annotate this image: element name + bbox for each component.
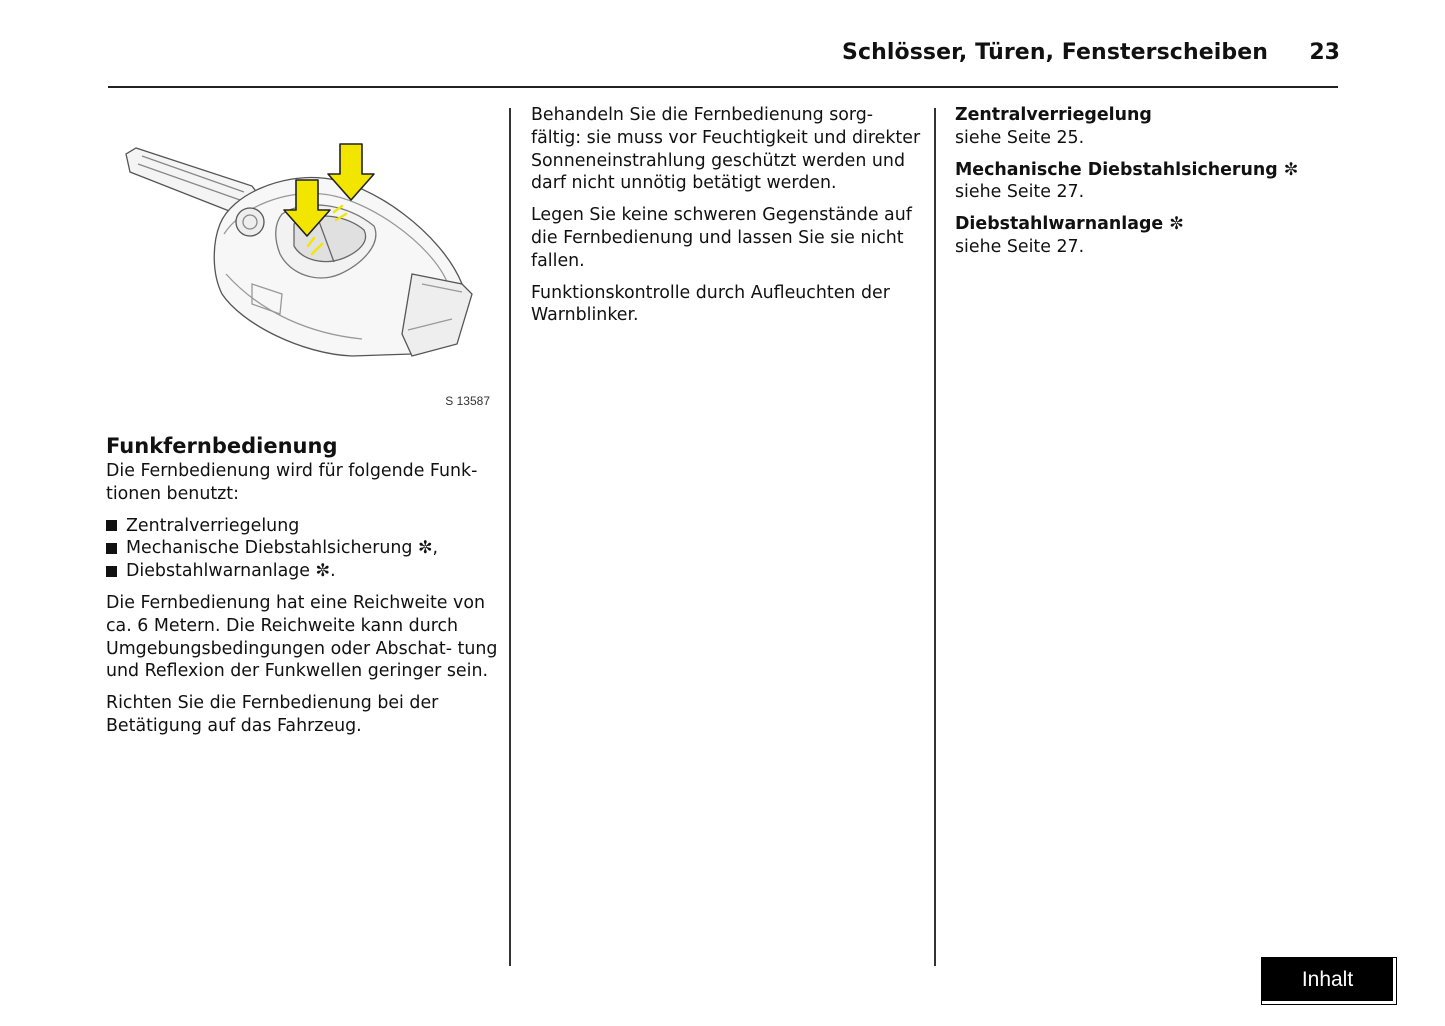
- care-paragraph: Behandeln Sie die Fernbedienung sorg- fältig: sie muss vor Feuchtigkeit und direkter Sonneneinstrahlung geschützt werden und darf nicht unnötig betätigt werden.: [531, 105, 921, 194]
- page-header-title: Schlösser, Türen, Fensterscheiben: [842, 40, 1268, 65]
- cross-reference: [955, 104, 1335, 150]
- square-bullet-icon: [106, 520, 117, 531]
- header-divider: [108, 86, 1338, 88]
- car-key-remote-icon: [112, 134, 492, 424]
- reference-title: Diebstahlwarnanlage ✼: [955, 214, 1184, 235]
- section-title: Funkfernbedienung: [106, 434, 338, 458]
- function-list: [106, 515, 504, 583]
- function-check-paragraph: Funktionskontrolle durch Aufleuchten der Warnblinker.: [531, 282, 890, 326]
- contents-button[interactable]: Inhalt: [1262, 958, 1396, 1004]
- reference-link[interactable]: siehe Seite 27.: [955, 236, 1085, 257]
- column-divider-2: [934, 108, 936, 966]
- handling-paragraph: Legen Sie keine schweren Gegenstände auf die Fernbedienung und lassen Sie sie nicht fallen.: [531, 205, 912, 271]
- column-left: [106, 432, 504, 747]
- cross-reference: [955, 159, 1335, 205]
- column-divider-1: [509, 108, 511, 966]
- list-item: [106, 515, 504, 538]
- column-right: [955, 104, 1335, 268]
- reference-title: Zentralverriegelung: [955, 105, 1152, 125]
- reference-title: Mechanische Diebstahlsicherung ✼: [955, 159, 1299, 180]
- square-bullet-icon: [106, 543, 117, 554]
- list-item-text: Diebstahlwarnanlage ✼.: [126, 561, 336, 582]
- reference-link[interactable]: siehe Seite 27.: [955, 182, 1085, 203]
- intro-paragraph: Die Fernbedienung wird für folgende Funk- tionen benutzt:: [106, 461, 478, 504]
- square-bullet-icon: [106, 566, 117, 577]
- list-item-text: Mechanische Diebstahlsicherung ✼,: [126, 538, 439, 559]
- figure-caption: S 13587: [445, 394, 490, 408]
- reference-link[interactable]: siehe Seite 25.: [955, 127, 1085, 148]
- range-paragraph: Die Fernbedienung hat eine Reichweite von ca. 6 Metern. Die Reichweite kann durch Umgebungsbedingungen oder Abschat- tung und Reflexion der Funkwellen geringer sein.: [106, 592, 498, 682]
- cross-reference: [955, 213, 1335, 259]
- list-item: [106, 560, 504, 583]
- list-item-text: Zentralverriegelung: [126, 515, 300, 536]
- page-number: 23: [1309, 40, 1340, 65]
- column-middle: [531, 104, 921, 336]
- list-item: [106, 537, 504, 560]
- aim-paragraph: Richten Sie die Fernbedienung bei der Betätigung auf das Fahrzeug.: [106, 693, 439, 736]
